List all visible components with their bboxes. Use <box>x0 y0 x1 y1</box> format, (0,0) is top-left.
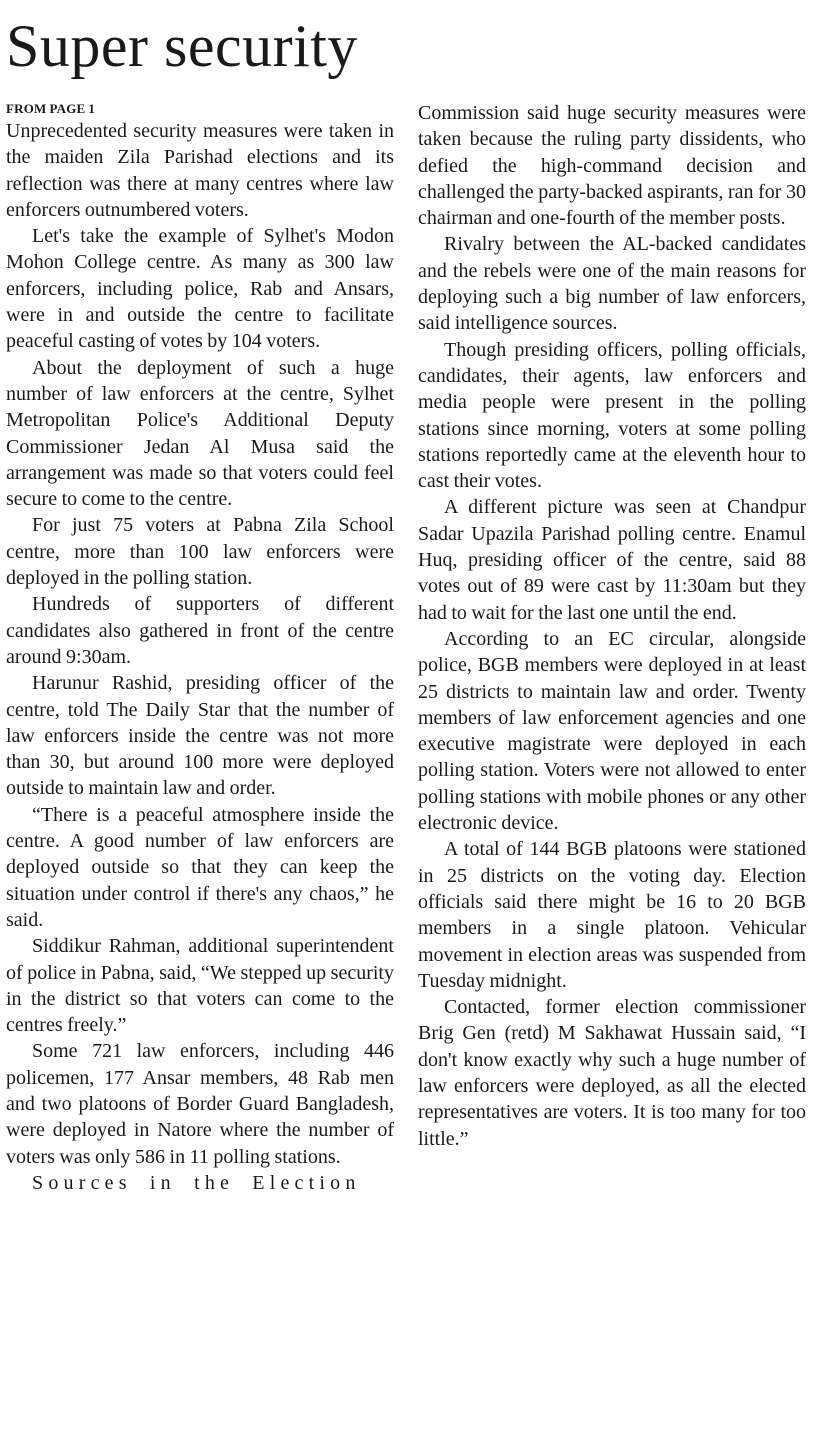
paragraph: Siddikur Rahman, additional superintendent of police in Pabna, said, “We stepped up security in the district so that voters can come to the centres freely.” <box>6 935 394 1037</box>
paragraph: Hundreds of supporters of different candidates also gathered in front of the centre around 9:30am. <box>6 593 394 668</box>
paragraph: A total of 144 BGB platoons were stationed in 25 districts on the voting day. Election officials said there might be 16 to 20 BGB members in a single platoon. Vehicular movement in election areas was suspended from Tuesday midnight. <box>418 838 806 992</box>
article-column-right <box>418 100 806 1445</box>
paragraph: Though presiding officers, polling officials, candidates, their agents, law enforcers and media people were present in the polling stations since morning, voters at some polling stations reportedly came at the eleventh hour to cast their votes. <box>418 338 806 493</box>
paragraph-intro: Unprecedented security measures were taken in the maiden Zila Parishad elections and its reflection was there at many centres where law enforcers outnumbered voters. <box>6 120 394 221</box>
paragraph-continues: Sources in the Election <box>32 1171 361 1194</box>
paragraph: Some 721 law enforcers, including 446 policemen, 177 Ansar members, 48 Rab men and two platoons of Border Guard Bangladesh, were deployed in Natore where the number of voters was only 586 in 11 polling stations. <box>6 1040 394 1168</box>
paragraph-quote: “There is a peaceful atmosphere inside the centre. A good number of law enforcers are deployed outside so that they can keep the situation under control if there's any chaos,” he said. <box>6 803 394 931</box>
paragraph: According to an EC circular, alongside police, BGB members were deployed in at least 25 districts to maintain law and order. Twenty members of law enforcement agencies and one executive magistrate were deployed in each polling station. Voters were not allowed to enter polling stations with mobile phones or any other electronic device. <box>418 627 806 835</box>
paragraph: A different picture was seen at Chandpur Sadar Upazila Parishad polling centre. Enamul Huq, presiding officer of the centre, said 88 votes out of 89 were cast by 11:30am but they had to wait for the last one until the end. <box>418 496 806 624</box>
paragraph: About the deployment of such a huge number of law enforcers at the centre, Sylhet Metropolitan Police's Additional Deputy Commissioner Jedan Al Musa said the arrangement was made so that voters could feel secure to come to the centre. <box>6 356 394 511</box>
paragraph: Let's take the example of Sylhet's Modon Mohon College centre. As many as 300 law enforcers, including police, Rab and Ansars, were in and outside the centre to facilitate peaceful casting of votes by 104 voters. <box>6 225 394 353</box>
paragraph: Harunur Rashid, presiding officer of the centre, told The Daily Star that the number of law enforcers inside the centre was not more than 30, but around 100 more were deployed outside to maintain law and order. <box>6 672 394 800</box>
kicker: FROM PAGE 1 <box>6 101 96 116</box>
paragraph-quote: Contacted, former election commissioner Brig Gen (retd) M Sakhawat Hussain said, “I don't know exactly why such a huge number of law enforcers were deployed, as all the elected representatives are voters. It is too many for too little.” <box>418 996 806 1150</box>
headline: Super security <box>6 13 358 79</box>
paragraph-continued: Commission said huge security measures were taken because the ruling party dissidents, who defied the high-command decision and challenged the party-backed aspirants, ran for 30 chairman and one-fourth of the member posts. <box>418 102 806 230</box>
paragraph: For just 75 voters at Pabna Zila School centre, more than 100 law enforcers were deployed in the polling station. <box>6 514 394 590</box>
article-column-left <box>6 100 394 1445</box>
paragraph: Rivalry between the AL-backed candidates and the rebels were one of the main reasons for deploying such a big number of law enforcers, said intelligence sources. <box>418 233 806 335</box>
